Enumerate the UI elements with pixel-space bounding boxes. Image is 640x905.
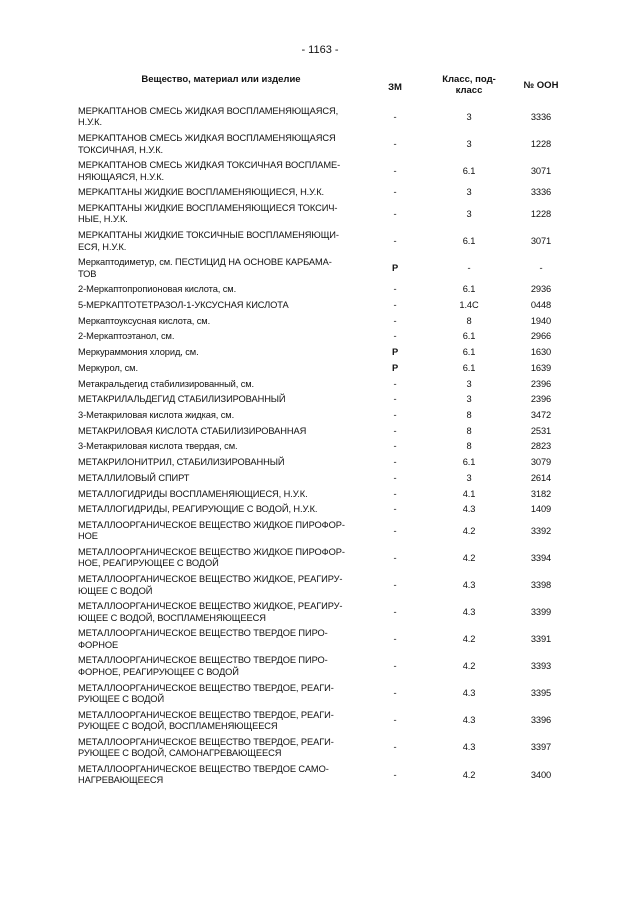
table-row — [78, 439, 570, 455]
table-row — [78, 762, 570, 789]
un-number: 1228 — [530, 138, 552, 149]
hazard-class: 4.3 — [462, 606, 476, 617]
table-row — [78, 487, 570, 503]
un-number: 0448 — [530, 300, 552, 311]
un-number: 2614 — [530, 472, 552, 483]
zm-mark: - — [393, 472, 397, 483]
substance-name: Меркаптоуксусная кислота, см. — [78, 315, 211, 326]
un-number: 3400 — [530, 769, 552, 780]
substance-name: 3-Метакриловая кислота твердая, см. — [78, 441, 238, 452]
header-row — [78, 71, 570, 104]
table-row — [78, 104, 570, 131]
zm-mark: - — [393, 284, 397, 295]
table-header — [78, 71, 570, 104]
hazard-class: 4.3 — [462, 715, 476, 726]
page-number: - 1163 - — [301, 44, 339, 56]
table-row — [78, 471, 570, 487]
hazard-class: 6.1 — [462, 165, 476, 176]
zm-mark: - — [393, 661, 397, 672]
un-number: 1228 — [530, 208, 552, 219]
un-number: - — [539, 262, 543, 273]
un-number: 1409 — [530, 504, 552, 515]
un-number: 3393 — [530, 661, 552, 672]
hazard-class: 8 — [466, 441, 472, 452]
hazard-class: 4.3 — [462, 742, 476, 753]
substance-name: МЕТАКРИЛОВАЯ КИСЛОТА СТАБИЛИЗИРОВАННАЯ — [78, 425, 307, 436]
un-number: 1630 — [530, 347, 552, 358]
zm-mark: Р — [391, 262, 399, 273]
substance-name: МЕРКАПТАНОВ СМЕСЬ ЖИДКАЯ ТОКСИЧНАЯ ВОСПЛАМЕ- НЯЮЩАЯСЯ, Н.У.К. — [78, 160, 341, 182]
hazard-class: 1.4C — [459, 300, 479, 311]
header-zm: ЗМ — [388, 82, 402, 93]
hazard-class: 6.1 — [462, 362, 476, 373]
hazard-class: 3 — [466, 472, 472, 483]
substance-name: Меркураммония хлорид, см. — [78, 347, 199, 358]
un-number: 3398 — [530, 579, 552, 590]
substance-name: МЕТАЛЛООРГАНИЧЕСКОЕ ВЕЩЕСТВО ЖИДКОЕ, РЕАГИРУ- ЮЩЕЕ С ВОДОЙ, ВОСПЛАМЕНЯЮЩЕЕСЯ — [78, 601, 343, 623]
un-number: 3396 — [530, 715, 552, 726]
substance-name: МЕРКАПТАНОВ СМЕСЬ ЖИДКАЯ ВОСПЛАМЕНЯЮЩАЯСЯ, Н.У.К. — [78, 106, 339, 128]
substance-name: МЕРКАПТАНОВ СМЕСЬ ЖИДКАЯ ВОСПЛАМЕНЯЮЩАЯСЯ ТОКСИЧНАЯ, Н.У.К. — [78, 133, 336, 155]
table-row — [78, 201, 570, 228]
hazard-class: - — [467, 262, 471, 273]
table-row — [78, 255, 570, 282]
zm-mark: - — [393, 504, 397, 515]
hazard-class: 3 — [466, 394, 472, 405]
substance-name: МЕТАКРИЛОНИТРИЛ, СТАБИЛИЗИРОВАННЫЙ — [78, 457, 285, 468]
zm-mark: - — [393, 606, 397, 617]
hazard-class: 4.1 — [462, 488, 476, 499]
substance-name: МЕРКАПТАНЫ ЖИДКИЕ ВОСПЛАМЕНЯЮЩИЕСЯ, Н.У.К. — [78, 187, 325, 198]
substance-name: МЕТАЛЛООРГАНИЧЕСКОЕ ВЕЩЕСТВО ТВЕРДОЕ, РЕАГИ- РУЮЩЕЕ С ВОДОЙ — [78, 682, 334, 704]
hazard-class: 3 — [466, 378, 472, 389]
substance-name: МЕТАЛЛООРГАНИЧЕСКОЕ ВЕЩЕСТВО ТВЕРДОЕ, РЕАГИ- РУЮЩЕЕ С ВОДОЙ, САМОНАГРЕВАЮЩЕЕСЯ — [78, 736, 334, 759]
substance-name: МЕТАЛЛООРГАНИЧЕСКОЕ ВЕЩЕСТВО ТВЕРДОЕ САМО- НАГРЕВАЮЩЕЕСЯ — [78, 763, 329, 786]
table-row — [78, 545, 570, 572]
hazard-class: 6.1 — [462, 347, 476, 358]
un-number: 3336 — [530, 111, 552, 122]
substance-name: МЕТАЛЛИЛОВЫЙ СПИРТ — [78, 472, 190, 483]
table-row — [78, 392, 570, 408]
substance-name: МЕРКАПТАНЫ ЖИДКИЕ ТОКСИЧНЫЕ ВОСПЛАМЕНЯЮЩИ- ЕСЯ, Н.У.К. — [78, 230, 339, 252]
substance-name: МЕТАКРИЛАЛЬДЕГИД СТАБИЛИЗИРОВАННЫЙ — [78, 394, 286, 405]
table-row — [78, 518, 570, 545]
un-number: 2531 — [530, 425, 552, 436]
substance-name: 2-Меркаптоэтанол, см. — [78, 331, 175, 342]
table-row — [78, 282, 570, 298]
zm-mark: - — [393, 235, 397, 246]
hazard-class: 4.3 — [462, 688, 476, 699]
substance-name: 5-МЕРКАПТОТЕТРАЗОЛ-1-УКСУСНАЯ КИСЛОТА — [78, 300, 289, 311]
zm-mark: - — [393, 394, 397, 405]
hazard-class: 3 — [466, 208, 472, 219]
zm-mark: - — [393, 441, 397, 452]
zm-mark: Р — [391, 347, 399, 358]
table-row — [78, 653, 570, 680]
table-row — [78, 377, 570, 393]
substance-name: 2-Меркаптопропионовая кислота, см. — [78, 284, 237, 295]
zm-mark: - — [393, 187, 397, 198]
zm-mark: - — [393, 331, 397, 342]
un-number: 2396 — [530, 378, 552, 389]
un-number: 3395 — [530, 688, 552, 699]
hazard-class: 4.3 — [462, 579, 476, 590]
substance-name: МЕРКАПТАНЫ ЖИДКИЕ ВОСПЛАМЕНЯЮЩИЕСЯ ТОКСИЧ- НЫЕ, Н.У.К. — [78, 203, 338, 225]
zm-mark: - — [393, 300, 397, 311]
zm-mark: - — [393, 579, 397, 590]
substance-name: МЕТАЛЛООРГАНИЧЕСКОЕ ВЕЩЕСТВО ТВЕРДОЕ ПИРО- ФОРНОЕ — [78, 628, 328, 650]
table-row — [78, 314, 570, 330]
zm-mark: - — [393, 634, 397, 645]
hazard-class: 3 — [466, 138, 472, 149]
table-row — [78, 455, 570, 471]
hazard-class: 4.3 — [462, 504, 476, 515]
zm-mark: - — [393, 425, 397, 436]
un-number: 1639 — [530, 362, 552, 373]
un-number: 3397 — [530, 742, 552, 753]
table-row — [78, 735, 570, 762]
zm-mark: - — [393, 111, 397, 122]
zm-mark: - — [393, 409, 397, 420]
un-number: 2936 — [530, 284, 552, 295]
zm-mark: - — [393, 315, 397, 326]
zm-mark: - — [393, 457, 397, 468]
zm-mark: - — [393, 715, 397, 726]
substance-name: 3-Метакриловая кислота жидкая, см. — [78, 409, 235, 420]
table-row — [78, 185, 570, 201]
zm-mark: - — [393, 688, 397, 699]
table-row — [78, 131, 570, 158]
un-number: 3336 — [530, 187, 552, 198]
zm-mark: - — [393, 138, 397, 149]
hazard-class: 8 — [466, 315, 472, 326]
substance-name: МЕТАЛЛООРГАНИЧЕСКОЕ ВЕЩЕСТВО ЖИДКОЕ, РЕАГИРУ- ЮЩЕЕ С ВОДОЙ — [78, 574, 343, 596]
table-row — [78, 599, 570, 626]
hazard-class: 6.1 — [462, 331, 476, 342]
table-row — [78, 708, 570, 735]
substance-name: Меркаптодиметур, см. ПЕСТИЦИД НА ОСНОВЕ КАРБАМА- ТОВ — [78, 257, 332, 279]
un-number: 3182 — [530, 488, 552, 499]
table-row — [78, 228, 570, 255]
substance-name: МЕТАЛЛООРГАНИЧЕСКОЕ ВЕЩЕСТВО ТВЕРДОЕ, РЕАГИ- РУЮЩЕЕ С ВОДОЙ, ВОСПЛАМЕНЯЮЩЕЕСЯ — [78, 709, 334, 732]
un-number: 3394 — [530, 552, 552, 563]
table-row — [78, 361, 570, 377]
substance-name: МЕТАЛЛООРГАНИЧЕСКОЕ ВЕЩЕСТВО ТВЕРДОЕ ПИРО- ФОРНОЕ, РЕАГИРУЮЩЕЕ С ВОДОЙ — [78, 655, 328, 677]
substance-name: МЕТАЛЛООРГАНИЧЕСКОЕ ВЕЩЕСТВО ЖИДКОЕ ПИРОФОР- НОЕ — [78, 519, 345, 542]
zm-mark: - — [393, 742, 397, 753]
substance-name: МЕТАЛЛОГИДРИДЫ, РЕАГИРУЮЩИЕ С ВОДОЙ, Н.У.К. — [78, 504, 318, 515]
hazard-class: 8 — [466, 425, 472, 436]
zm-mark: - — [393, 525, 397, 536]
hazard-class: 4.2 — [462, 769, 476, 780]
un-number: 2823 — [530, 441, 552, 452]
zm-mark: - — [393, 488, 397, 499]
un-number: 1940 — [530, 315, 552, 326]
hazard-class: 4.2 — [462, 525, 476, 536]
un-number: 3079 — [530, 457, 552, 468]
hazard-class: 6.1 — [462, 284, 476, 295]
hazard-class: 4.2 — [462, 552, 476, 563]
zm-mark: - — [393, 769, 397, 780]
substances-table — [78, 71, 570, 789]
un-number: 2396 — [530, 394, 552, 405]
header-name: Вещество, материал или изделие — [141, 74, 301, 85]
header-un-number: № ООН — [523, 80, 559, 91]
substance-name: Метакральдегид стабилизированный, см. — [78, 378, 255, 389]
un-number: 3071 — [530, 235, 552, 246]
table-row — [78, 345, 570, 361]
hazard-class: 6.1 — [462, 457, 476, 468]
un-number: 3472 — [530, 409, 552, 420]
substance-name: МЕТАЛЛООРГАНИЧЕСКОЕ ВЕЩЕСТВО ЖИДКОЕ ПИРОФОР- НОЕ, РЕАГИРУЮЩЕЕ С ВОДОЙ — [78, 547, 345, 569]
hazard-class: 6.1 — [462, 235, 476, 246]
zm-mark: Р — [391, 362, 399, 373]
hazard-class: 4.2 — [462, 661, 476, 672]
hazard-class: 3 — [466, 187, 472, 198]
table-row — [78, 681, 570, 708]
header-class: Класс, под- класс — [442, 74, 496, 96]
substance-name: МЕТАЛЛОГИДРИДЫ ВОСПЛАМЕНЯЮЩИЕСЯ, Н.У.К. — [78, 488, 308, 499]
zm-mark: - — [393, 378, 397, 389]
un-number: 3392 — [530, 525, 552, 536]
table-row — [78, 626, 570, 653]
table-row — [78, 158, 570, 185]
hazard-class: 3 — [466, 111, 472, 122]
table-row — [78, 329, 570, 345]
table-row — [78, 502, 570, 518]
substance-name: Меркурол, см. — [78, 362, 138, 373]
zm-mark: - — [393, 208, 397, 219]
un-number: 3071 — [530, 165, 552, 176]
table-row — [78, 572, 570, 599]
table-row — [78, 408, 570, 424]
un-number: 3399 — [530, 606, 552, 617]
table-row — [78, 424, 570, 440]
table-row — [78, 298, 570, 314]
zm-mark: - — [393, 165, 397, 176]
un-number: 3391 — [530, 634, 552, 645]
hazard-class: 8 — [466, 409, 472, 420]
un-number: 2966 — [530, 331, 552, 342]
table-body — [78, 104, 570, 789]
zm-mark: - — [393, 552, 397, 563]
hazard-class: 4.2 — [462, 634, 476, 645]
